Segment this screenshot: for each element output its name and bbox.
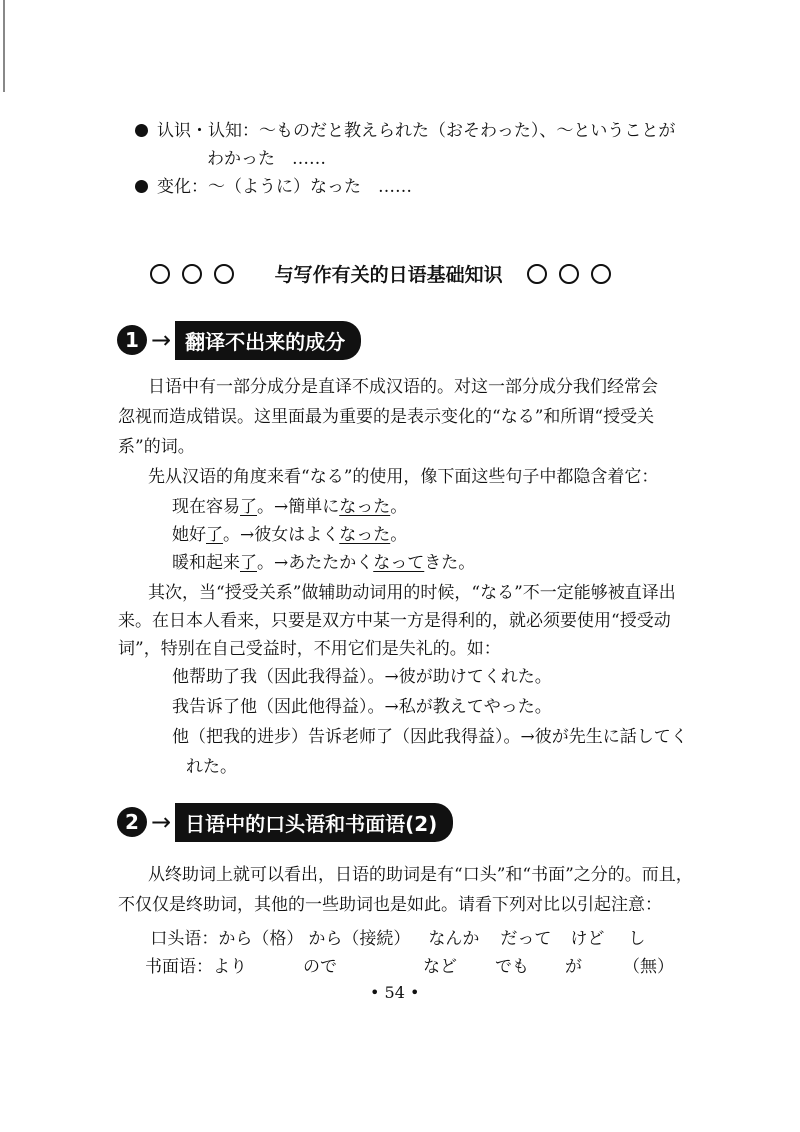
example-cn: 他帮助了我（因此我得益）。 — [172, 667, 385, 687]
example-jp: 彼が先生に話してく — [534, 727, 688, 747]
bullet-item-change — [135, 174, 412, 200]
circle-ornament — [214, 264, 234, 284]
example-jp: 簡単に — [288, 497, 340, 517]
bullet-text: ～（ように）なった …… — [208, 177, 412, 197]
arrow-icon: → — [240, 525, 255, 545]
spoken-item: けど — [570, 929, 605, 949]
example-jp: 。 — [390, 497, 408, 517]
bullet-dot — [135, 180, 148, 193]
paragraph-3-line-3: 词”，特别在自己受益时，不用它们是失礼的。如： — [118, 639, 501, 659]
example-jp: きた。 — [424, 553, 476, 573]
spoken-item: から（接続） — [308, 929, 411, 949]
spoken-item: し — [628, 929, 646, 949]
arrow-icon: → — [274, 497, 289, 517]
written-item: （無） — [623, 957, 674, 977]
paragraph-4-line-2: 不仅仅是终助词，其他的一些助词也是如此。请看下列对比以引起注意： — [118, 895, 662, 915]
written-item: でも — [495, 957, 529, 977]
example-cn: 我告诉了他（因此他得益）。 — [172, 697, 385, 717]
example-row-cont: れた。 — [186, 757, 237, 777]
arrow-icon: → — [151, 808, 172, 836]
bullet-label: 变化： — [157, 177, 208, 197]
example-cn: 。 — [257, 553, 274, 573]
example-cn: 她好 — [172, 525, 206, 545]
example-jp: 彼女はよく — [254, 525, 340, 545]
circle-ornament — [182, 264, 202, 284]
example-jp-underlined: なって — [373, 553, 425, 573]
spoken-label: 口头语： — [150, 929, 219, 949]
heading-1 — [117, 320, 361, 360]
bullet-item-cognition-cont: わかった …… — [207, 149, 326, 169]
page-number: • 54 • — [370, 983, 420, 1002]
example-jp-underlined: なった — [339, 525, 391, 545]
heading-title: 日语中的口头语和书面语(2) — [175, 803, 453, 842]
circle-ornament — [527, 264, 547, 284]
bullet-dot — [135, 124, 148, 137]
example-row — [172, 662, 552, 692]
written-row — [145, 954, 674, 980]
arrow-icon: → — [274, 553, 289, 573]
section-title-text: 与写作有关的日语基础知识 — [274, 264, 503, 286]
paragraph-3-line-1: 其次，当“授受关系”做辅助动词用的时候，“なる”不一定能够被直译出 — [148, 583, 676, 603]
circle-ornament — [150, 264, 170, 284]
scan-edge-line — [3, 0, 5, 92]
bullet-text: ～ものだと教えられた（おそわった）、～ということが — [259, 121, 676, 141]
spoken-row — [145, 926, 645, 952]
spoken-item: だって — [500, 929, 552, 949]
example-jp: 彼が助けてくれた。 — [398, 667, 552, 687]
spoken-item: なんか — [428, 929, 480, 949]
written-item: など — [423, 957, 457, 977]
heading-2 — [117, 802, 453, 842]
example-cn-underlined: 了 — [206, 525, 223, 545]
example-row — [172, 520, 407, 550]
paragraph-3-line-2: 来。在日本人看来，只要是双方中某一方是得利的，就必须要使用“授受动 — [118, 611, 671, 631]
paragraph-2: 先从汉语的角度来看“なる”的使用，像下面这些句子中都隐含着它： — [148, 467, 659, 487]
paragraph-1-line-1: 日语中有一部分成分是直译不成汉语的。对这一部分成分我们经常会 — [148, 377, 658, 397]
example-jp-underlined: なった — [339, 497, 391, 517]
example-row — [172, 548, 475, 578]
example-cn: 暖和起来 — [172, 553, 240, 573]
example-row — [172, 692, 552, 722]
arrow-icon: → — [151, 326, 172, 354]
circle-ornament — [591, 264, 611, 284]
paragraph-1-line-2: 忽视而造成错误。这里面最为重要的是表示变化的“なる”和所谓“授受关 — [118, 407, 655, 427]
written-item: より — [213, 957, 247, 977]
example-jp: 私が教えてやった。 — [398, 697, 552, 717]
heading-number: 2 — [117, 807, 147, 837]
heading-number: 1 — [117, 325, 147, 355]
example-row — [172, 722, 688, 752]
arrow-icon: → — [520, 727, 535, 747]
arrow-icon: → — [384, 697, 399, 717]
example-cn: 。 — [257, 497, 274, 517]
paragraph-4-line-1: 从终助词上就可以看出，日语的助词是有“口头”和“书面”之分的。而且， — [148, 865, 693, 885]
section-title — [150, 260, 670, 287]
circle-ornament — [559, 264, 579, 284]
paragraph-1-line-3: 系”的词。 — [118, 437, 195, 457]
spoken-item: から（格） — [218, 929, 304, 949]
bullet-label: 认识・认知： — [157, 121, 259, 141]
example-cn: 他（把我的进步）告诉老师了（因此我得益）。 — [172, 727, 521, 747]
example-jp: 。 — [390, 525, 408, 545]
heading-title: 翻译不出来的成分 — [175, 321, 361, 360]
written-label: 书面语： — [145, 957, 213, 977]
example-cn-underlined: 了 — [240, 553, 257, 573]
example-jp: あたたかく — [288, 553, 374, 573]
example-row — [172, 492, 407, 522]
bullet-item-cognition — [135, 118, 675, 144]
written-item: ので — [303, 957, 337, 977]
example-cn-underlined: 了 — [240, 497, 257, 517]
arrow-icon: → — [384, 667, 399, 687]
example-cn: 现在容易 — [172, 497, 240, 517]
example-cn: 。 — [223, 525, 240, 545]
written-item: が — [565, 957, 582, 977]
